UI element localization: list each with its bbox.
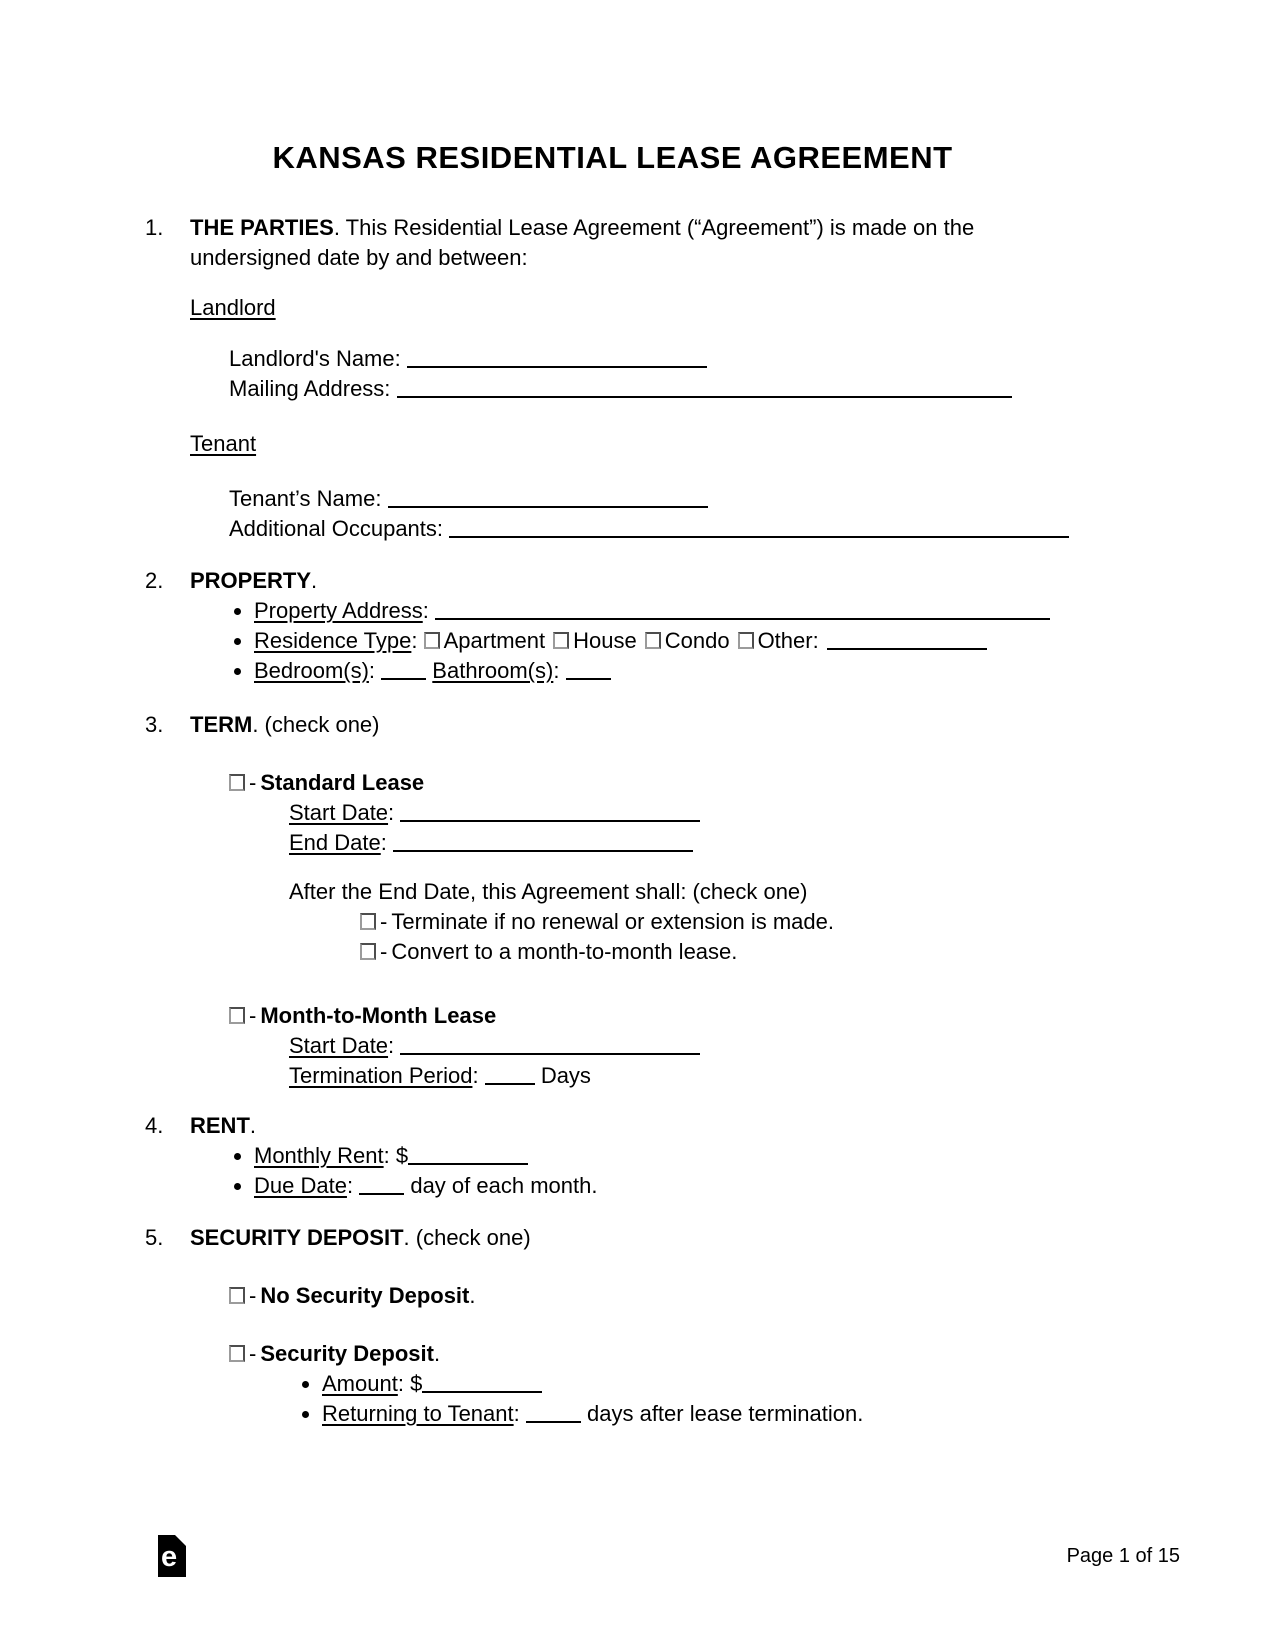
option-dash: - <box>380 939 388 964</box>
mailing-address-blank[interactable] <box>397 382 1012 398</box>
section-rent <box>145 1111 1180 1201</box>
standard-end-date-row <box>289 828 1180 858</box>
deposit-amount-blank[interactable] <box>422 1377 542 1393</box>
landlord-name-blank[interactable] <box>407 352 707 368</box>
terminate-label: Terminate if no renewal or extension is made. <box>391 909 834 934</box>
condo-checkbox[interactable] <box>645 632 661 649</box>
returning-to-tenant-blank[interactable] <box>526 1407 581 1423</box>
section-the-parties-body <box>190 213 1180 544</box>
property-address-item <box>254 596 1180 626</box>
section-security-deposit-body <box>190 1223 1180 1429</box>
colon: : <box>388 800 395 825</box>
convert-checkbox[interactable] <box>360 943 376 960</box>
page-footer <box>145 1535 1180 1577</box>
section-number-4: 4. <box>145 1113 164 1138</box>
security-deposit-option <box>229 1339 1180 1369</box>
option-dash: - <box>249 770 257 795</box>
standard-lease-label: Standard Lease <box>260 770 425 795</box>
days-suffix: Days <box>540 1063 591 1088</box>
no-security-deposit-checkbox[interactable] <box>229 1287 245 1304</box>
section-number-2: 2. <box>145 568 164 593</box>
bedrooms-bathrooms-item <box>254 656 1180 686</box>
colon: : <box>513 1401 520 1426</box>
other-label: Other: <box>757 628 819 653</box>
section-rent-body <box>190 1111 1180 1201</box>
bedrooms-blank[interactable] <box>381 664 426 680</box>
eforms-logo-icon <box>158 1535 186 1577</box>
deposit-amount-label: Amount <box>322 1371 398 1396</box>
monthly-rent-blank[interactable] <box>408 1149 528 1165</box>
terminate-checkbox[interactable] <box>360 913 376 930</box>
month-to-month-option <box>229 1001 1180 1031</box>
other-residence-blank[interactable] <box>827 634 987 650</box>
section-number-5: 5. <box>145 1225 164 1250</box>
monthly-rent-item <box>254 1141 1180 1171</box>
condo-option <box>645 628 730 653</box>
page-number: Page 1 of 15 <box>1066 1545 1180 1567</box>
standard-start-date-row <box>289 798 1180 828</box>
property-list <box>190 596 1180 686</box>
due-date-blank[interactable] <box>359 1179 404 1195</box>
term-heading: TERM <box>190 712 253 737</box>
standard-lease-fields <box>289 798 1180 858</box>
additional-occupants-row <box>229 514 1180 544</box>
standard-start-date-blank[interactable] <box>400 806 700 822</box>
terminate-option <box>360 907 1180 937</box>
bathrooms-label: Bathroom(s) <box>432 658 554 683</box>
security-deposit-checkbox[interactable] <box>229 1345 245 1362</box>
bathrooms-blank[interactable] <box>566 664 611 680</box>
standard-end-date-label: End Date <box>289 830 381 855</box>
security-heading-suffix: . (check one) <box>403 1225 531 1250</box>
monthly-rent-label: Monthly Rent <box>254 1143 384 1168</box>
bedrooms-label: Bedroom(s) <box>254 658 369 683</box>
colon: : <box>553 658 560 683</box>
document-title: KANSAS RESIDENTIAL LEASE AGREEMENT <box>272 140 953 175</box>
m2m-start-date-label: Start Date <box>289 1033 389 1058</box>
residence-type-label: Residence Type <box>254 628 412 653</box>
standard-end-date-blank[interactable] <box>393 836 693 852</box>
due-date-label: Due Date <box>254 1173 347 1198</box>
dollar-sign: $ <box>410 1371 423 1396</box>
term-heading-row <box>190 710 1180 740</box>
standard-lease-checkbox[interactable] <box>229 774 245 791</box>
colon: : <box>346 1173 354 1198</box>
period: . <box>433 1341 441 1366</box>
option-dash: - <box>249 1003 257 1028</box>
month-to-month-fields <box>289 1031 1180 1091</box>
parties-intro-text: . This Residential Lease Agreement (“Agreement”) is made on the undersigned date by and between: <box>190 215 975 270</box>
property-address-blank[interactable] <box>435 604 1050 620</box>
dollar-sign: $ <box>395 1143 409 1168</box>
house-option <box>553 628 637 653</box>
no-security-deposit-option <box>229 1281 1180 1311</box>
m2m-start-date-blank[interactable] <box>400 1039 700 1055</box>
parties-intro <box>190 213 1035 273</box>
section-number-3: 3. <box>145 712 164 737</box>
house-checkbox[interactable] <box>553 632 569 649</box>
after-end-date-note: After the End Date, this Agreement shall: (check one) <box>289 879 808 904</box>
termination-period-label: Termination Period <box>289 1063 473 1088</box>
landlord-subheading-row <box>190 293 1180 323</box>
property-address-label: Property Address <box>254 598 423 623</box>
tenant-name-label: Tenant’s Name: <box>229 486 382 511</box>
standard-start-date-label: Start Date <box>289 800 389 825</box>
returning-suffix: days after lease termination. <box>587 1401 864 1426</box>
month-to-month-label: Month-to-Month Lease <box>260 1003 497 1028</box>
tenant-subheading: Tenant <box>190 431 257 456</box>
termination-period-blank[interactable] <box>485 1069 535 1085</box>
section-property-body <box>190 566 1180 686</box>
option-dash: - <box>249 1283 257 1308</box>
security-deposit-list <box>190 1369 1180 1429</box>
security-heading: SECURITY DEPOSIT <box>190 1225 404 1250</box>
rent-heading-suffix: . <box>249 1113 257 1138</box>
renewal-options <box>360 907 1180 967</box>
colon: : <box>383 1143 390 1168</box>
colon: : <box>397 1371 404 1396</box>
section-security-deposit <box>145 1223 1180 1429</box>
option-dash: - <box>249 1341 257 1366</box>
mailing-address-row <box>229 374 1180 404</box>
apartment-option <box>424 628 546 653</box>
security-heading-row <box>190 1223 1180 1253</box>
landlord-subheading: Landlord <box>190 295 276 320</box>
due-date-suffix: day of each month. <box>410 1173 598 1198</box>
property-heading-row <box>190 566 1180 596</box>
rent-list <box>190 1141 1180 1201</box>
mailing-address-label: Mailing Address: <box>229 376 391 401</box>
option-dash: - <box>380 909 388 934</box>
colon: : <box>411 628 418 653</box>
colon: : <box>380 830 387 855</box>
colon: : <box>422 598 429 623</box>
period: . <box>469 1283 476 1308</box>
parties-heading: THE PARTIES <box>190 215 334 240</box>
residence-type-item <box>254 626 1180 656</box>
security-deposit-label: Security Deposit <box>260 1341 434 1366</box>
termination-period-row <box>289 1061 1180 1091</box>
landlord-fields <box>229 344 1180 404</box>
eforms-logo-letter: e <box>161 1541 178 1573</box>
additional-occupants-blank[interactable] <box>449 522 1069 538</box>
returning-to-tenant-label: Returning to Tenant <box>322 1401 514 1426</box>
m2m-start-date-row <box>289 1031 1180 1061</box>
section-term-body <box>190 710 1180 1091</box>
rent-heading: RENT <box>190 1113 250 1138</box>
property-heading-suffix: . <box>311 568 318 593</box>
term-heading-suffix: . (check one) <box>252 712 380 737</box>
deposit-amount-item <box>322 1369 1180 1399</box>
landlord-name-label: Landlord's Name: <box>229 346 401 371</box>
colon: : <box>388 1033 395 1058</box>
due-date-item <box>254 1171 1180 1201</box>
apartment-checkbox[interactable] <box>424 632 440 649</box>
colon: : <box>472 1063 479 1088</box>
month-to-month-checkbox[interactable] <box>229 1007 245 1024</box>
other-checkbox[interactable] <box>738 632 754 649</box>
tenant-name-blank[interactable] <box>388 492 708 508</box>
tenant-name-row <box>229 484 1180 514</box>
convert-option <box>360 937 1180 967</box>
colon: : <box>368 658 376 683</box>
standard-lease-option <box>229 768 1180 798</box>
additional-occupants-label: Additional Occupants: <box>229 516 444 541</box>
tenant-subheading-row <box>190 429 1180 459</box>
section-number-1: 1. <box>145 215 164 240</box>
condo-label: Condo <box>664 628 730 653</box>
property-heading: PROPERTY <box>190 568 312 593</box>
section-the-parties <box>145 213 1180 544</box>
section-property <box>145 566 1180 686</box>
rent-heading-row <box>190 1111 1180 1141</box>
other-option <box>738 628 819 653</box>
apartment-label: Apartment <box>443 628 546 653</box>
section-term <box>145 710 1180 1091</box>
landlord-name-row <box>229 344 1180 374</box>
house-label: House <box>573 628 637 653</box>
convert-label: Convert to a month-to-month lease. <box>391 939 738 964</box>
no-security-deposit-label: No Security Deposit <box>260 1283 470 1308</box>
returning-to-tenant-item <box>322 1399 1180 1429</box>
tenant-fields <box>229 484 1180 544</box>
